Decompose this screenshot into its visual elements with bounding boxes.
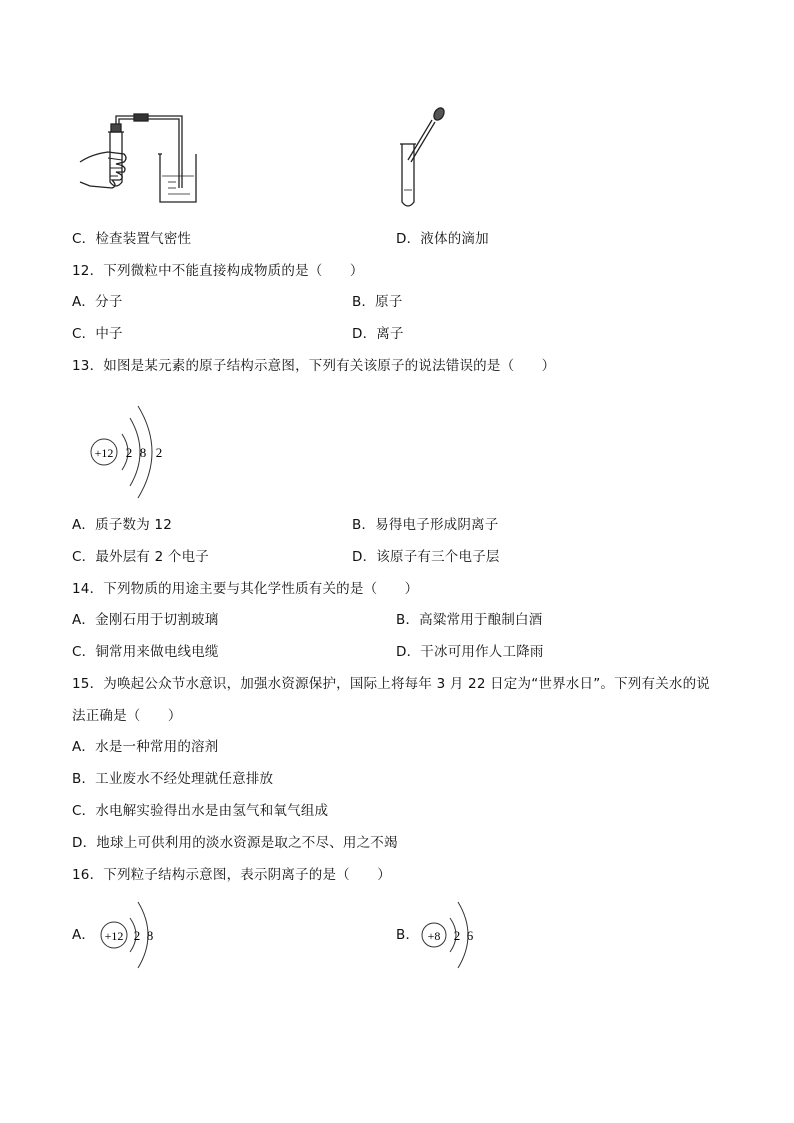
q16-b-nucleus: +8 xyxy=(427,929,441,943)
q13-option-d[interactable]: D．该原子有三个电子层 xyxy=(352,549,500,565)
q14-option-b[interactable]: B．高粱常用于酿制白酒 xyxy=(396,612,543,628)
q11-option-c[interactable]: C．检查装置气密性 xyxy=(72,231,192,247)
q12-stem: 12．下列微粒中不能直接构成物质的是（ ） xyxy=(72,263,364,279)
q13-stem: 13．如图是某元素的原子结构示意图，下列有关该原子的说法错误的是（ ） xyxy=(72,358,556,374)
q12-option-c[interactable]: C．中子 xyxy=(72,326,123,342)
q12-option-b[interactable]: B．原子 xyxy=(352,294,403,310)
q14-stem: 14．下列物质的用途主要与其化学性质有关的是（ ） xyxy=(72,581,419,597)
q15-stem-line1: 15．为唤起公众节水意识，加强水资源保护，国际上将每年 3 月 22 日定为“世界水日”。下列有关水的说 xyxy=(72,676,710,692)
atom-structure-drawing xyxy=(86,400,176,500)
airtightness-apparatus-figure xyxy=(72,110,202,210)
q15-option-d[interactable]: D．地球上可供利用的淡水资源是取之不尽、用之不竭 xyxy=(72,835,398,851)
q15-option-c[interactable]: C．水电解实验得出水是由氢气和氧气组成 xyxy=(72,803,329,819)
q15-stem-line2: 法正确是（ ） xyxy=(72,708,182,724)
q16-stem: 16．下列粒子结构示意图，表示阴离子的是（ ） xyxy=(72,867,391,883)
q16-a-shell-2: 8 xyxy=(146,928,154,943)
q11-option-d[interactable]: D．液体的滴加 xyxy=(396,231,489,247)
q16-option-b-diagram[interactable] xyxy=(418,898,498,972)
q16-b-shell-1: 2 xyxy=(453,928,461,943)
q13-shell-2: 8 xyxy=(139,445,147,460)
q13-option-b[interactable]: B．易得电子形成阴离子 xyxy=(352,517,499,533)
q13-nucleus: +12 xyxy=(94,446,114,460)
q16-a-shell-1: 2 xyxy=(133,928,141,943)
q13-atom-diagram xyxy=(86,400,176,500)
q15-option-a[interactable]: A．水是一种常用的溶剂 xyxy=(72,739,219,755)
q13-shell-3: 2 xyxy=(155,445,163,460)
q16-b-shell-2: 6 xyxy=(466,928,474,943)
q16-option-a-label[interactable]: A． xyxy=(72,927,96,943)
q14-option-d[interactable]: D．干冰可用作人工降雨 xyxy=(396,644,544,660)
airtightness-apparatus-drawing xyxy=(72,110,202,210)
q13-option-a[interactable]: A．质子数为 12 xyxy=(72,517,173,533)
q16-a-nucleus: +12 xyxy=(104,929,124,943)
dropper-test-tube-drawing xyxy=(392,104,452,212)
q13-option-c[interactable]: C．最外层有 2 个电子 xyxy=(72,549,209,565)
liquid-dropping-figure xyxy=(392,104,452,212)
ion-a-structure-drawing xyxy=(96,898,176,972)
q14-option-c[interactable]: C．铜常用来做电线电缆 xyxy=(72,644,219,660)
q16-option-a-diagram[interactable] xyxy=(96,898,176,972)
q13-shell-1: 2 xyxy=(125,445,133,460)
q14-option-a[interactable]: A．金刚石用于切割玻璃 xyxy=(72,612,219,628)
ion-b-structure-drawing xyxy=(418,898,498,972)
q12-option-a[interactable]: A．分子 xyxy=(72,294,123,310)
q12-option-d[interactable]: D．离子 xyxy=(352,326,404,342)
q16-option-b-label[interactable]: B． xyxy=(396,927,420,943)
q15-option-b[interactable]: B．工业废水不经处理就任意排放 xyxy=(72,771,274,787)
